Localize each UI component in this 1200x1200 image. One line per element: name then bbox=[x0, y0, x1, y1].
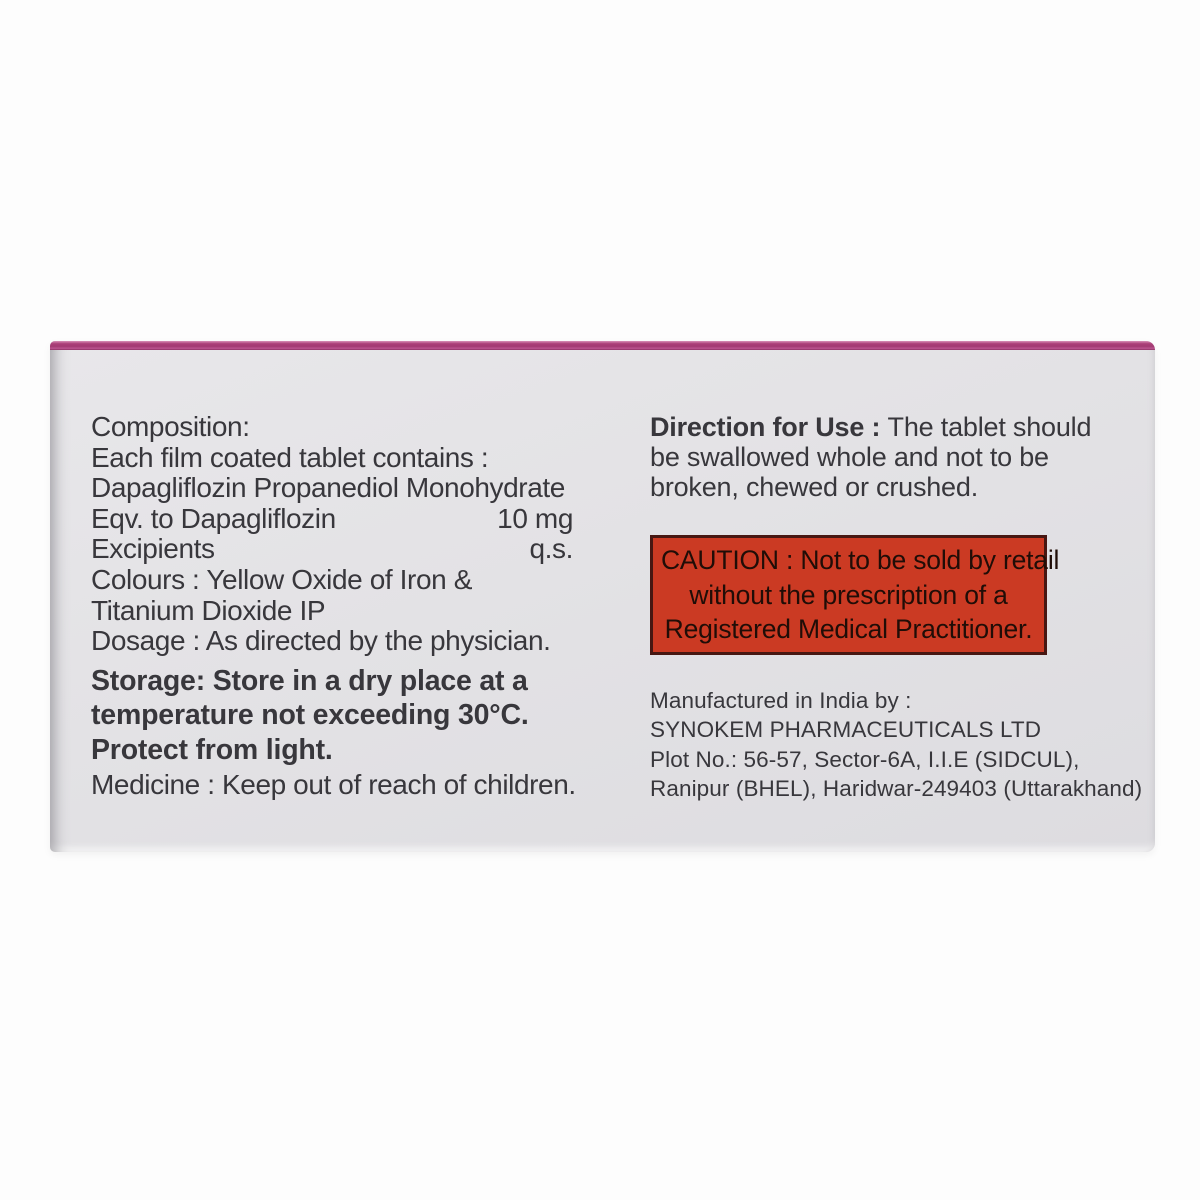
direction-line-2: be swallowed whole and not to be bbox=[650, 442, 1049, 472]
excipients-value: q.s. bbox=[529, 533, 573, 565]
caution-line-3: Registered Medical Practitioner. bbox=[664, 614, 1033, 644]
keep-away-from-children-line: Medicine : Keep out of reach of children. bbox=[91, 769, 576, 801]
direction-line-1 bbox=[650, 412, 1122, 442]
medicine-box-back-panel bbox=[50, 341, 1155, 852]
right-column bbox=[650, 412, 1143, 804]
eqv-row bbox=[91, 504, 573, 535]
excipients-row bbox=[91, 534, 573, 565]
direction-label: Direction for Use : bbox=[650, 412, 888, 442]
dosage-line: Dosage : As directed by the physician. bbox=[91, 625, 551, 657]
ingredient-name: Dapagliflozin Propanediol Monohydrate bbox=[91, 472, 565, 504]
storage-line-1: Storage: Store in a dry place at a bbox=[91, 664, 528, 697]
storage-line-3: Protect from light. bbox=[91, 733, 333, 766]
direction-line-3: broken, chewed or crushed. bbox=[650, 472, 978, 502]
contains-line: Each film coated tablet contains : bbox=[91, 441, 489, 473]
eqv-label: Eqv. to Dapagliflozin bbox=[91, 502, 336, 534]
brand-color-strip bbox=[50, 341, 1155, 350]
manufacturer-address-line-2: Ranipur (BHEL), Haridwar-249403 (Uttarakhand) bbox=[650, 776, 1143, 801]
eqv-value: 10 mg bbox=[497, 502, 573, 534]
colours-line-2: Titanium Dioxide IP bbox=[91, 594, 326, 626]
caution-line-1: CAUTION : Not to be sold by retail bbox=[661, 545, 1060, 575]
storage-section bbox=[91, 664, 573, 768]
composition-heading: Composition: bbox=[91, 411, 250, 442]
caution-line-2: without the prescription of a bbox=[689, 579, 1008, 610]
direction-line-1-rest: The tablet should bbox=[887, 412, 1092, 442]
storage-line-2: temperature not exceeding 30°C. bbox=[91, 699, 529, 732]
manufacturer-address-line-1: Plot No.: 56-57, Sector-6A, I.I.E (SIDCUL), bbox=[650, 746, 1080, 772]
manufactured-in-line: Manufactured in India by : bbox=[650, 687, 912, 713]
composition-section bbox=[91, 411, 576, 801]
manufacturer-block bbox=[650, 686, 1143, 804]
excipients-label: Excipients bbox=[91, 533, 215, 565]
caution-box bbox=[650, 535, 1060, 655]
direction-for-use-section bbox=[650, 412, 1122, 502]
manufacturer-name: SYNOKEM PHARMACEUTICALS LTD bbox=[650, 717, 1042, 742]
colours-line-1: Colours : Yellow Oxide of Iron & bbox=[91, 563, 472, 595]
